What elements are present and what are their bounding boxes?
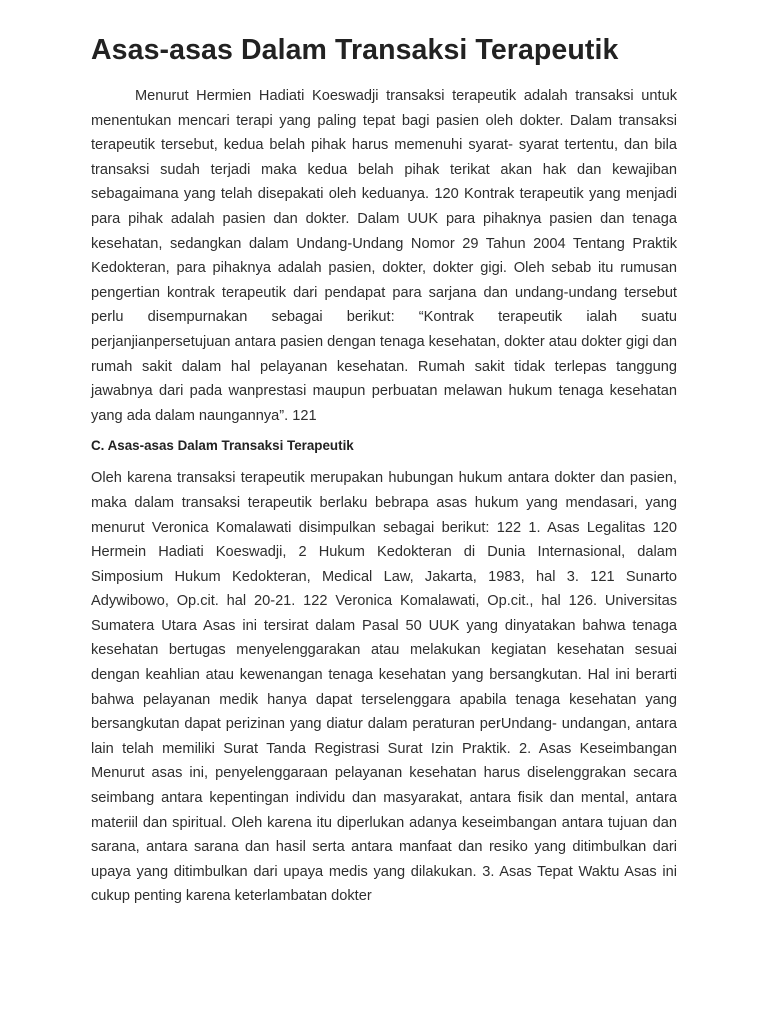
document-title: Asas-asas Dalam Transaksi Terapeutik — [91, 34, 619, 66]
paragraph-intro: Menurut Hermien Hadiati Koeswadji transaksi terapeutik adalah transaksi untuk menentukan mencari terapi yang paling tepat bagi pasien oleh dokter. Dalam transaksi terapeutik tersebut, kedua belah pihak harus memenuhi syarat- syarat tertentu, dan bila transaksi sudah terjadi maka kedua belah pihak terikat akan hak dan kewajiban sebagaimana yang telah disepakati oleh keduanya. 120 Kontrak terapeutik yang menjadi para pihak adalah pasien dan dokter. Dalam UUK para pihaknya pasien dan tenaga kesehatan, sedangkan dalam Undang-Undang Nomor 29 Tahun 2004 Tentang Praktik Kedokteran, para pihaknya adalah pasien, dokter, dokter gigi. Oleh sebab itu rumusan pengertian kontrak terapeutik dari pendapat para sarjana dan undang-undang tersebut perlu disempurnakan sebagai berikut: “Kontrak terapeutik ialah suatu perjanjianpersetujuan antara pasien dengan tenaga kesehatan, dokter atau dokter gigi dan rumah sakit dalam hal pelayanan kesehatan. Rumah sakit tidak terlepas tanggung jawabnya dari pada wanprestasi maupun perbuatan melawan hukum tenaga kesehatan yang ada dalam naungannya”. 121 — [91, 88, 677, 424]
section-heading: C. Asas-asas Dalam Transaksi Terapeutik — [91, 438, 354, 454]
paragraph-asas: Oleh karena transaksi terapeutik merupakan hubungan hukum antara dokter dan pasien, maka dalam transaksi terapeutik berlaku bebrapa asas hukum yang mendasari, yang menurut Veronica Komalawati disimpulkan sebagai berikut: 122 1. Asas Legalitas 120 Hermein Hadiati Koeswadji, 2 Hukum Kedokteran di Dunia Internasional, dalam Simposium Hukum Kedokteran, Medical Law, Jakarta, 1983, hal 3. 121 Sunarto Adywibowo, Op.cit. hal 20-21. 122 Veronica Komalawati, Op.cit., hal 126. Universitas Sumatera Utara Asas ini tersirat dalam Pasal 50 UUK yang dinyatakan bahwa tenaga kesehatan bertugas menyelenggarakan atau melakukan kegiatan kesehatan sesuai dengan keahlian atau kewenangan tenaga kesehatan yang bersangkutan. Hal ini berarti bahwa pelayanan medik hanya dapat terselenggara apabila tenaga kesehatan yang bersangkutan dapat perizinan yang diatur dalam peraturan perUndang- undangan, antara lain telah memiliki Surat Tanda Registrasi Surat Izin Praktik. 2. Asas Keseimbangan Menurut asas ini, penyelenggaraan pelayanan kesehatan harus diselenggrakan secara seimbang antara kepentingan individu dan masyarakat, antara fisik dan mental, antara materiil dan spiritual. Oleh karena itu diperlukan adanya keseimbangan antara tujuan dan sarana, antara sarana dan hasil serta antara manfaat dan resiko yang ditimbulkan dari upaya yang ditimbulkan dari upaya medis yang dilakukan. 3. Asas Tepat Waktu Asas ini cukup penting karena keterlambatan dokter — [91, 470, 677, 905]
document-page — [91, 30, 677, 909]
